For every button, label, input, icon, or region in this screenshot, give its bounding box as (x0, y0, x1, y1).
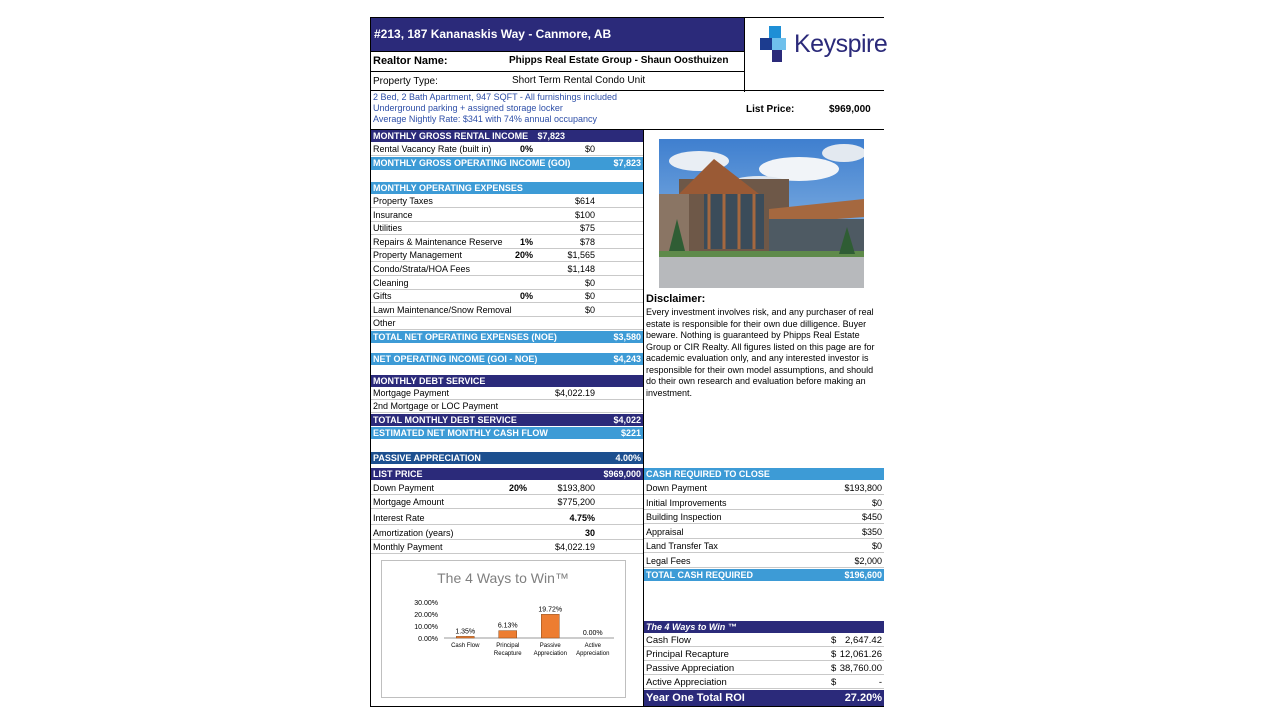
expense-value: $78 (579, 236, 595, 247)
chart-bar (456, 636, 474, 638)
cash-flow-value: $221 (620, 428, 641, 438)
operating-expenses-title: MONTHLY OPERATING EXPENSES (373, 183, 523, 193)
down-payment-row (371, 482, 643, 495)
property-type-label: Property Type: (373, 76, 438, 87)
cash-flow-bar (371, 427, 643, 439)
expense-row (371, 249, 643, 262)
total-noe-label: TOTAL NET OPERATING EXPENSES (NOE) (373, 332, 557, 342)
expense-pct: 0% (519, 291, 533, 302)
closing-label: Initial Improvements (646, 497, 727, 508)
expense-value: $1,565 (567, 250, 595, 261)
chart-category-label: Appreciation (576, 651, 610, 657)
second-mortgage-label: 2nd Mortgage or LOC Payment (373, 401, 499, 411)
closing-label: Building Inspection (646, 512, 722, 522)
closing-label: Appraisal (646, 526, 684, 537)
ways-header-title: The 4 Ways to Win ™ (646, 622, 737, 632)
chart-category-label: Active (584, 643, 601, 649)
mortgage-amount-value: $775,200 (557, 497, 595, 507)
total-noe-value: $3,580 (613, 332, 641, 342)
property-photo (659, 139, 864, 288)
realtor-label: Realtor Name: (373, 55, 448, 67)
property-type-value: Short Term Rental Condo Unit (512, 75, 646, 86)
closing-row (644, 511, 884, 524)
chart-title: The 4 Ways to Win™ (437, 570, 569, 586)
expense-label: Property Management (373, 250, 463, 261)
ways-row (644, 676, 884, 689)
property-description (373, 92, 617, 125)
noi-bar (371, 353, 643, 365)
expense-value: $1,148 (567, 264, 595, 274)
list-price-value: $969,000 (829, 104, 871, 115)
expense-row (371, 290, 643, 303)
expense-label: Condo/Strata/HOA Fees (373, 264, 471, 274)
expense-value: $75 (579, 223, 595, 234)
closing-row (644, 526, 884, 539)
total-cash-bar (644, 569, 884, 581)
ways-currency: $ (831, 677, 837, 688)
property-address: #213, 187 Kananaskis Way - Canmore, AB (371, 17, 744, 51)
expense-pct: 20% (514, 250, 533, 261)
description-line: 2 Bed, 2 Bath Apartment, 947 SQFT - All furnishings included (373, 92, 617, 102)
ways-label: Passive Appreciation (646, 663, 735, 674)
expense-row (371, 304, 643, 317)
goi-value: $7,823 (613, 158, 641, 168)
gross-rental-income-bar (371, 130, 643, 142)
expense-label: Property Taxes (373, 196, 433, 206)
chart-category-label: Cash Flow (451, 643, 480, 649)
keyspire-logo-text: Keyspire (794, 30, 888, 58)
roi-value: 27.20% (844, 692, 882, 704)
chart-category-label: Passive (539, 643, 561, 649)
goi-bar (371, 157, 643, 170)
ways-label: Active Appreciation (646, 677, 727, 688)
ways-row (644, 648, 884, 661)
passive-appreciation-label: PASSIVE APPRECIATION (373, 453, 481, 463)
second-mortgage-row (371, 400, 643, 413)
total-cash-value: $196,600 (844, 570, 882, 580)
mortgage-payment-row (371, 387, 643, 400)
vacancy-value: $0 (584, 144, 595, 154)
amortization-label: Amortization (years) (373, 528, 454, 538)
operating-expenses-header (371, 182, 643, 194)
ways-value: 38,760.00 (839, 663, 882, 674)
chart-data-label: 6.13% (497, 622, 518, 630)
goi-label: MONTHLY GROSS OPERATING INCOME (GOI) (373, 158, 571, 168)
expense-row (371, 222, 643, 235)
chart-data-label: 1.35% (455, 628, 476, 636)
chart-y-tick-label: 0.00% (418, 636, 438, 643)
expense-label: Repairs & Maintenance Reserve (373, 236, 503, 247)
chart-category-label: Recapture (493, 651, 522, 657)
mortgage-payment-label: Mortgage Payment (373, 388, 450, 398)
chart-data-label: 0.00% (582, 630, 603, 637)
down-payment-value: $193,800 (557, 483, 595, 493)
down-payment-label: Down Payment (373, 483, 435, 493)
closing-value: $350 (861, 526, 882, 537)
down-payment-pct: 20% (508, 483, 527, 493)
closing-row (644, 497, 884, 510)
expense-value: $100 (574, 209, 595, 220)
expense-value: $0 (584, 277, 595, 288)
chart-category-label: Appreciation (533, 651, 567, 657)
closing-value: $0 (871, 497, 882, 508)
list-price-bar-label: LIST PRICE (373, 469, 423, 479)
expense-label: Other (373, 318, 396, 329)
disclaimer-body: Every investment involves risk, and any purchaser of real estate is responsible for their own due dilligence. Buyer beware. Nothing is guaranteed by Phipps Real Estate Group or CIR Realty. All figures listed on this page are for academic evaluation only, and any interested investor is responsible for their own model assumptions, and should do their own research and evaluation before making an investment. (646, 307, 875, 398)
ways-row (644, 662, 884, 675)
description-line: Average Nightly Rate: $341 with 74% annual occupancy (373, 114, 597, 124)
ways-currency: $ (831, 635, 837, 646)
amortization-value: 30 (584, 528, 595, 538)
closing-value: $450 (861, 512, 882, 522)
expense-row (371, 317, 643, 330)
gross-rental-income-label: MONTHLY GROSS RENTAL INCOME (373, 131, 529, 141)
ways-header (644, 621, 884, 633)
ways-currency: $ (831, 663, 837, 674)
ways-currency: $ (831, 649, 837, 660)
ways-row (644, 634, 884, 647)
chart-category-label: Principal (496, 643, 520, 649)
monthly-payment-label: Monthly Payment (373, 542, 443, 552)
chart-data-label: 19.72% (538, 606, 563, 614)
closing-label: Down Payment (646, 483, 708, 493)
expense-label: Lawn Maintenance/Snow Removal (373, 304, 512, 315)
ways-label: Principal Recapture (646, 649, 729, 660)
description-line: Underground parking + assigned storage locker (373, 103, 563, 113)
keyspire-logo-mark-icon (760, 26, 796, 64)
passive-appreciation-bar (371, 452, 643, 464)
mortgage-amount-label: Mortgage Amount (373, 497, 445, 507)
interest-rate-row (371, 512, 643, 525)
expense-value: $614 (574, 196, 595, 206)
gross-rental-income-value: $7,823 (537, 131, 565, 141)
total-cash-label: TOTAL CASH REQUIRED (646, 570, 754, 580)
building-photo-icon (659, 139, 864, 288)
vacancy-pct: 0% (519, 144, 533, 154)
four-ways-chart-svg (382, 561, 625, 697)
closing-row (644, 540, 884, 553)
total-debt-bar (371, 414, 643, 426)
closing-value: $0 (871, 541, 882, 551)
ways-label: Cash Flow (646, 635, 691, 646)
ways-value: 2,647.42 (845, 635, 882, 646)
closing-label: Land Transfer Tax (646, 541, 718, 551)
expense-label: Insurance (373, 209, 413, 220)
debt-service-header (371, 375, 643, 387)
interest-rate-label: Interest Rate (373, 513, 425, 523)
cash-to-close-title: CASH REQUIRED TO CLOSE (646, 469, 770, 479)
mortgage-amount-row (371, 496, 643, 509)
expense-label: Gifts (373, 291, 392, 302)
vacancy-label: Rental Vacancy Rate (built in) (373, 144, 492, 154)
closing-row (644, 555, 884, 568)
debt-service-title: MONTHLY DEBT SERVICE (373, 376, 486, 386)
roi-bar (644, 690, 884, 706)
expense-row (371, 263, 643, 276)
ways-value: 12,061.26 (839, 649, 882, 660)
list-price-bar (371, 468, 643, 480)
closing-label: Legal Fees (646, 555, 691, 566)
vacancy-row (371, 143, 643, 156)
list-price-label: List Price: (746, 104, 795, 115)
expense-pct: 1% (519, 236, 533, 247)
expense-value: $0 (584, 304, 595, 315)
total-debt-label: TOTAL MONTHLY DEBT SERVICE (373, 415, 517, 425)
expense-row (371, 209, 643, 222)
chart-bar (499, 631, 517, 638)
chart-y-tick-label: 10.00% (414, 624, 438, 631)
noi-value: $4,243 (613, 354, 641, 364)
expense-value: $0 (584, 291, 595, 302)
closing-value: $193,800 (844, 483, 882, 493)
cash-to-close-header (644, 468, 884, 480)
list-price-bar-value: $969,000 (603, 469, 641, 479)
passive-appreciation-value: 4.00% (615, 453, 641, 463)
ways-value: - (878, 677, 882, 688)
amortization-row (371, 527, 643, 540)
total-debt-value: $4,022 (613, 415, 641, 425)
chart-bar (541, 614, 559, 638)
roi-label: Year One Total ROI (646, 692, 745, 704)
expense-row (371, 277, 643, 290)
total-noe-bar (371, 331, 643, 343)
cash-flow-label: ESTIMATED NET MONTHLY CASH FLOW (373, 428, 548, 438)
keyspire-logo (760, 26, 888, 66)
interest-rate-value: 4.75% (569, 513, 595, 523)
expense-label: Cleaning (373, 277, 409, 288)
realtor-value: Phipps Real Estate Group - Shaun Oosthuizen (509, 55, 729, 66)
noi-label: NET OPERATING INCOME (GOI - NOE) (373, 354, 538, 364)
four-ways-chart (381, 560, 626, 698)
monthly-payment-value: $4,022.19 (554, 542, 595, 552)
expense-row (371, 236, 643, 249)
monthly-payment-row (371, 541, 643, 554)
chart-y-tick-label: 20.00% (414, 612, 438, 619)
disclaimer-title: Disclaimer: (646, 293, 706, 305)
mortgage-payment-value: $4,022.19 (554, 388, 595, 398)
expense-label: Utilities (373, 223, 403, 234)
expense-row (371, 195, 643, 208)
closing-value: $2,000 (854, 555, 882, 566)
chart-y-tick-label: 30.00% (414, 600, 438, 607)
closing-row (644, 482, 884, 495)
